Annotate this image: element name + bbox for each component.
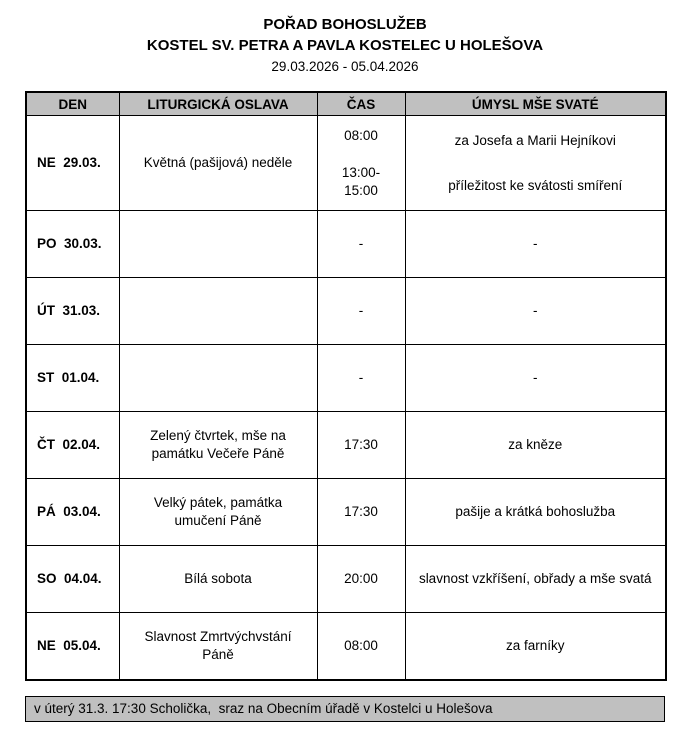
- time-stack: [326, 118, 397, 209]
- table-row: [26, 479, 666, 546]
- schedule-table: [25, 91, 667, 681]
- day-cell: PÁ 03.04.: [26, 479, 119, 546]
- page-subtitle: KOSTEL SV. PETRA A PAVLA KOSTELEC U HOLEŠOVA: [146, 37, 544, 54]
- col-header-umysl: ÚMYSL MŠE SVATÉ: [405, 92, 666, 116]
- day-cell: ST 01.04.: [26, 345, 119, 412]
- celebration-cell: [119, 278, 317, 345]
- time-cell: [317, 116, 405, 211]
- celebration-cell: Slavnost Zmrtvýchvstání Páně: [119, 613, 317, 680]
- table-row: [26, 345, 666, 412]
- table-row: [26, 412, 666, 479]
- time-line-2: 13:00-15:00: [341, 165, 381, 198]
- table-row: [26, 278, 666, 345]
- table-header-row: [26, 92, 666, 116]
- page-title: POŘAD BOHOSLUŽEB: [263, 16, 427, 33]
- celebration-cell: Květná (pašijová) neděle: [119, 116, 317, 211]
- time-cell: 17:30: [317, 479, 405, 546]
- intention-cell: -: [405, 211, 666, 278]
- time-cell: -: [317, 345, 405, 412]
- day-cell: PO 30.03.: [26, 211, 119, 278]
- intention-stack: [414, 118, 658, 209]
- col-header-den: DEN: [26, 92, 119, 116]
- date-range: 29.03.2026 - 05.04.2026: [271, 59, 419, 74]
- intention-cell: za farníky: [405, 613, 666, 680]
- table-row: [26, 613, 666, 680]
- day-cell: NE 05.04.: [26, 613, 119, 680]
- day-cell: ÚT 31.03.: [26, 278, 119, 345]
- intention-cell: -: [405, 345, 666, 412]
- intention-line-1: za Josefa a Marii Hejníkovi: [454, 132, 616, 148]
- time-cell: 17:30: [317, 412, 405, 479]
- intention-cell: slavnost vzkříšení, obřady a mše svatá: [405, 546, 666, 613]
- day-cell: SO 04.04.: [26, 546, 119, 613]
- day-cell: NE 29.03.: [26, 116, 119, 211]
- col-header-oslava: LITURGICKÁ OSLAVA: [119, 92, 317, 116]
- time-cell: -: [317, 211, 405, 278]
- footer-note: v úterý 31.3. 17:30 Scholička, sraz na Obecním úřadě v Kostelci u Holešova: [25, 696, 665, 722]
- celebration-cell: Velký pátek, památka umučení Páně: [119, 479, 317, 546]
- celebration-cell: Zelený čtvrtek, mše na památku Večeře Páně: [119, 412, 317, 479]
- time-cell: 08:00: [317, 613, 405, 680]
- table-row: [26, 546, 666, 613]
- time-cell: -: [317, 278, 405, 345]
- celebration-cell: [119, 345, 317, 412]
- celebration-cell: Bílá sobota: [119, 546, 317, 613]
- col-header-cas: ČAS: [317, 92, 405, 116]
- intention-cell: za kněze: [405, 412, 666, 479]
- intention-cell: -: [405, 278, 666, 345]
- intention-cell: [405, 116, 666, 211]
- celebration-cell: [119, 211, 317, 278]
- intention-line-2: příležitost ke svátosti smíření: [448, 178, 623, 194]
- table-row: [26, 116, 666, 211]
- day-cell: ČT 02.04.: [26, 412, 119, 479]
- time-cell: 20:00: [317, 546, 405, 613]
- time-line-1: 08:00: [344, 128, 378, 144]
- document-header: [25, 14, 665, 77]
- table-row: [26, 211, 666, 278]
- intention-cell: pašije a krátká bohoslužba: [405, 479, 666, 546]
